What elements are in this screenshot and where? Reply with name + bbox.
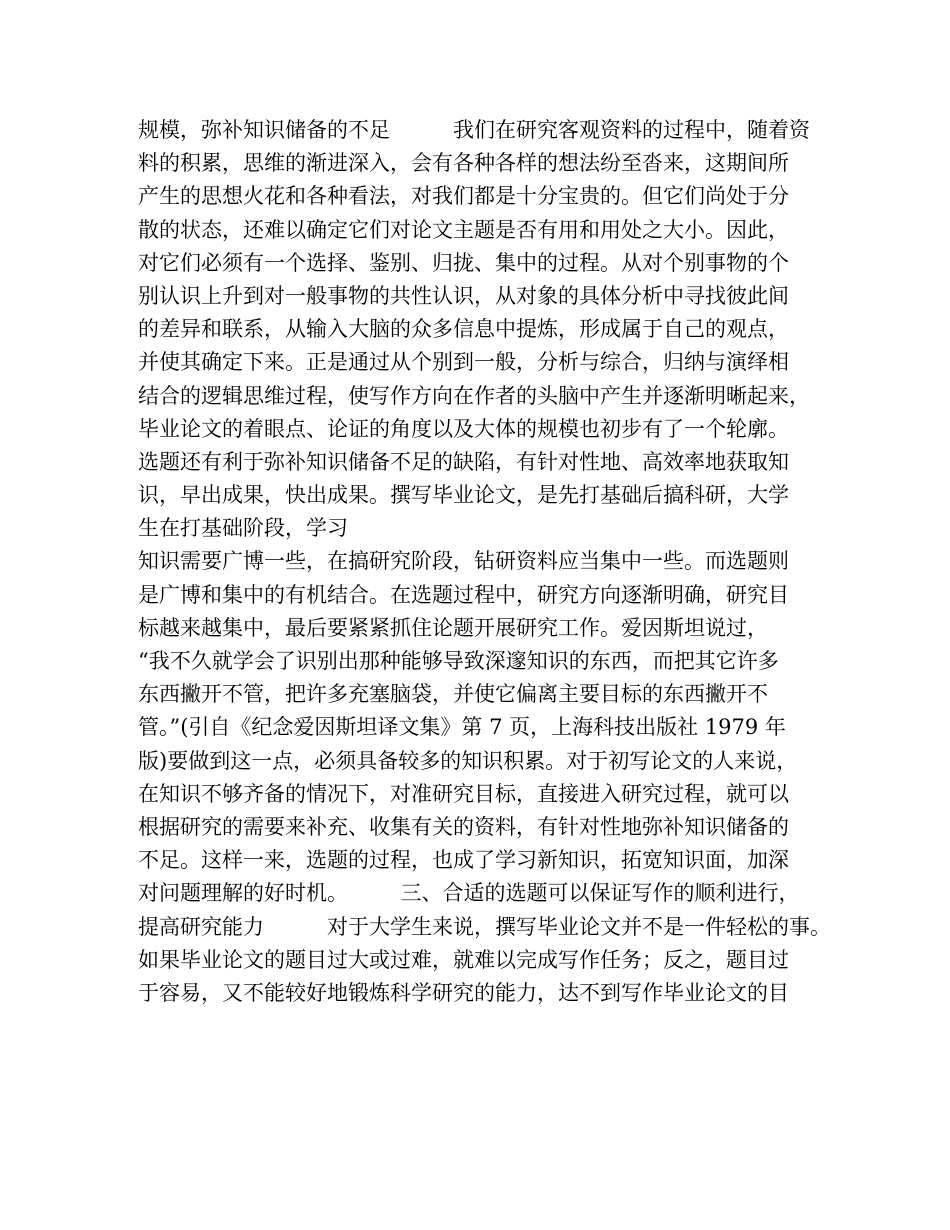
text-line: 提高研究能力 对于大学生来说，撰写毕业论文并不是一件轻松的事。 bbox=[138, 914, 831, 939]
text-line: 版)要做到这一点，必须具备较多的知识积累。对于初写论文的人来说， bbox=[138, 748, 798, 773]
text-line: 知识需要广博一些，在搞研究阶段，钻研资料应当集中一些。而选题则 bbox=[138, 549, 789, 574]
text-line: 是广博和集中的有机结合。在选题过程中，研究方向逐渐明确，研究目 bbox=[138, 582, 789, 607]
text-line: 识，早出成果，快出成果。撰写毕业论文，是先打基础后搞科研，大学 bbox=[138, 483, 789, 508]
text-line: 管。”(引自《纪念爱因斯坦译文集》第 7 页，上海科技出版社 1979 年 bbox=[138, 715, 786, 740]
text-line: 料的积累，思维的渐进深入，会有各种各样的想法纷至沓来，这期间所 bbox=[138, 151, 789, 176]
body-text bbox=[138, 114, 838, 1010]
text-line: “我不久就学会了识别出那种能够导致深邃知识的东西，而把其它许多 bbox=[138, 649, 779, 673]
text-line: 不足。这样一来，选题的过程，也成了学习新知识，拓宽知识面，加深 bbox=[138, 848, 789, 873]
text-line: 规模，弥补知识储备的不足 我们在研究客观资料的过程中，随着资 bbox=[138, 118, 810, 142]
text-line: 如果毕业论文的题目过大或过难，就难以完成写作任务；反之，题目过 bbox=[138, 947, 789, 972]
text-line: 并使其确定下来。正是通过从个别到一般，分析与综合，归纳与演绎相 bbox=[138, 350, 789, 375]
text-line: 别认识上升到对一般事物的共性认识，从对象的具体分析中寻找彼此间 bbox=[138, 283, 789, 308]
text-line: 的差异和联系，从输入大脑的众多信息中提炼，形成属于自己的观点， bbox=[138, 317, 789, 342]
text-line: 选题还有利于弥补知识储备不足的缺陷，有针对性地、高效率地获取知 bbox=[138, 449, 789, 474]
text-line: 标越来越集中，最后要紧紧抓住论题开展研究工作。爱因斯坦说过， bbox=[138, 615, 768, 640]
text-line: 生在打基础阶段，学习 bbox=[138, 516, 348, 541]
text-line: 于容易，又不能较好地锻炼科学研究的能力，达不到写作毕业论文的目 bbox=[138, 980, 789, 1005]
text-line: 毕业论文的着眼点、论证的角度以及大体的规模也初步有了一个轮廓。 bbox=[138, 416, 789, 441]
text-line: 结合的逻辑思维过程，使写作方向在作者的头脑中产生并逐渐明晰起来， bbox=[138, 383, 810, 408]
text-line: 在知识不够齐备的情况下，对准研究目标，直接进入研究过程，就可以 bbox=[138, 781, 789, 806]
text-line: 散的状态，还难以确定它们对论文主题是否有用和用处之大小。因此， bbox=[138, 217, 789, 242]
text-line: 对它们必须有一个选择、鉴别、归拢、集中的过程。从对个别事物的个 bbox=[138, 250, 789, 275]
text-line: 产生的思想火花和各种看法，对我们都是十分宝贵的。但它们尚处于分 bbox=[138, 184, 789, 209]
text-line: 东西撇开不管，把许多充塞脑袋，并使它偏离主要目标的东西撇开不 bbox=[138, 682, 768, 707]
text-line: 根据研究的需要来补充、收集有关的资料，有针对性地弥补知识储备的 bbox=[138, 814, 789, 839]
text-line: 对问题理解的好时机。 三、合适的选题可以保证写作的顺利进行， bbox=[138, 881, 800, 906]
